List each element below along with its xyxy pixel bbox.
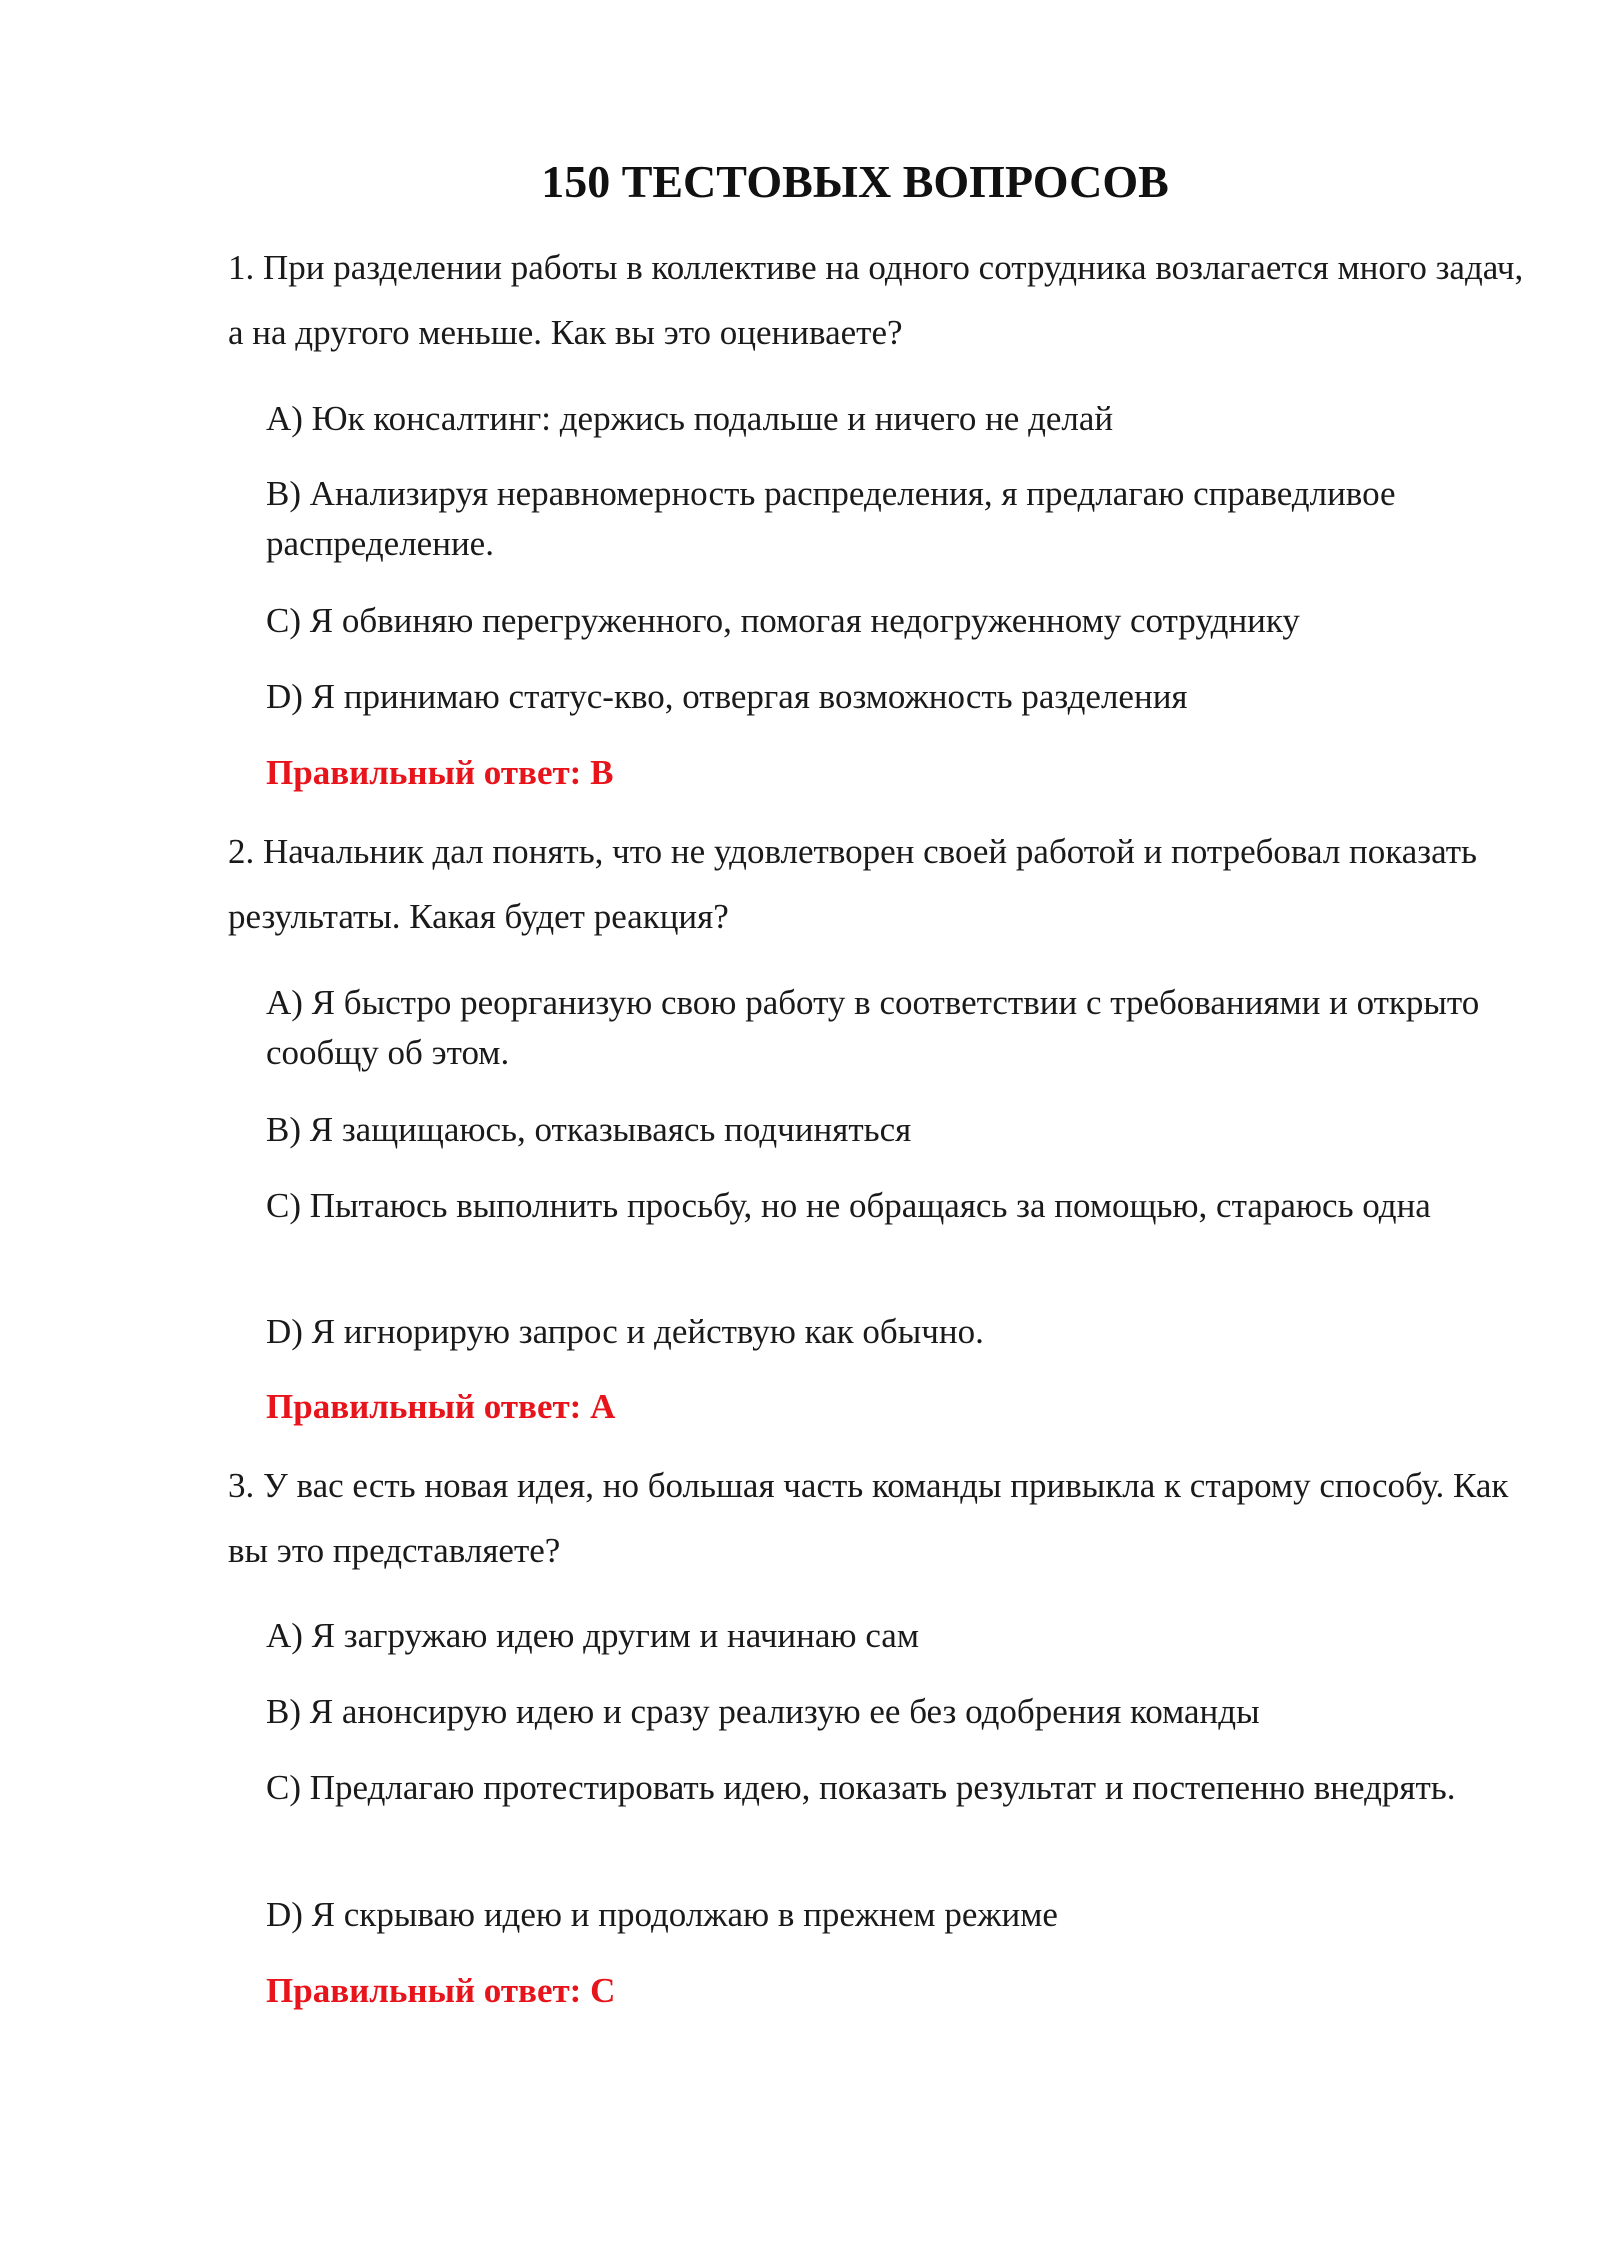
question-3-answer: Правильный ответ: C xyxy=(266,1971,616,2010)
question-3-option-b: B) Я анонсирую идею и сразу реализую ее без одобрения команды xyxy=(266,1692,1260,1731)
question-2-answer: Правильный ответ: A xyxy=(266,1387,616,1426)
question-3-option-a: A) Я загружаю идею другим и начинаю сам xyxy=(266,1616,919,1655)
question-1-option-b: B) Анализируя неравномерность распределения, я предлагаю справедливое распределение. xyxy=(266,474,1396,563)
question-3-option-c: C) Предлагаю протестировать идею, показать результат и постепенно внедрять. xyxy=(266,1768,1456,1807)
question-1-option-a: A) Юк консалтинг: держись подальше и ничего не делай xyxy=(266,399,1114,438)
question-2-option-a: A) Я быстро реорганизую свою работу в соответствии с требованиями и открыто сообщу об этом. xyxy=(266,983,1480,1072)
question-3-text: 3. У вас есть новая идея, но большая часть команды привыкла к старому способу. Как вы это представляете? xyxy=(228,1466,1509,1570)
question-1-text: 1. При разделении работы в коллективе на одного сотрудника возлагается много задач, а на другого меньше. Как вы это оцениваете? xyxy=(228,248,1524,352)
question-2-option-b: B) Я защищаюсь, отказываясь подчиняться xyxy=(266,1110,912,1149)
question-2-text: 2. Начальник дал понять, что не удовлетворен своей работой и потребовал показать результаты. Какая будет реакция? xyxy=(228,832,1477,936)
question-1-option-d: D) Я принимаю статус-кво, отвергая возможность разделения xyxy=(266,677,1188,716)
question-2-option-d: D) Я игнорирую запрос и действую как обычно. xyxy=(266,1312,984,1351)
question-1-answer: Правильный ответ: B xyxy=(266,753,614,792)
question-1-option-c: C) Я обвиняю перегруженного, помогая недогруженному сотруднику xyxy=(266,601,1300,640)
question-2-option-c: C) Пытаюсь выполнить просьбу, но не обращаясь за помощью, стараюсь одна xyxy=(266,1186,1431,1225)
question-3-option-d: D) Я скрываю идею и продолжаю в прежнем режиме xyxy=(266,1895,1058,1934)
document-title: 150 ТЕСТОВЫХ ВОПРОСОВ xyxy=(541,156,1169,207)
